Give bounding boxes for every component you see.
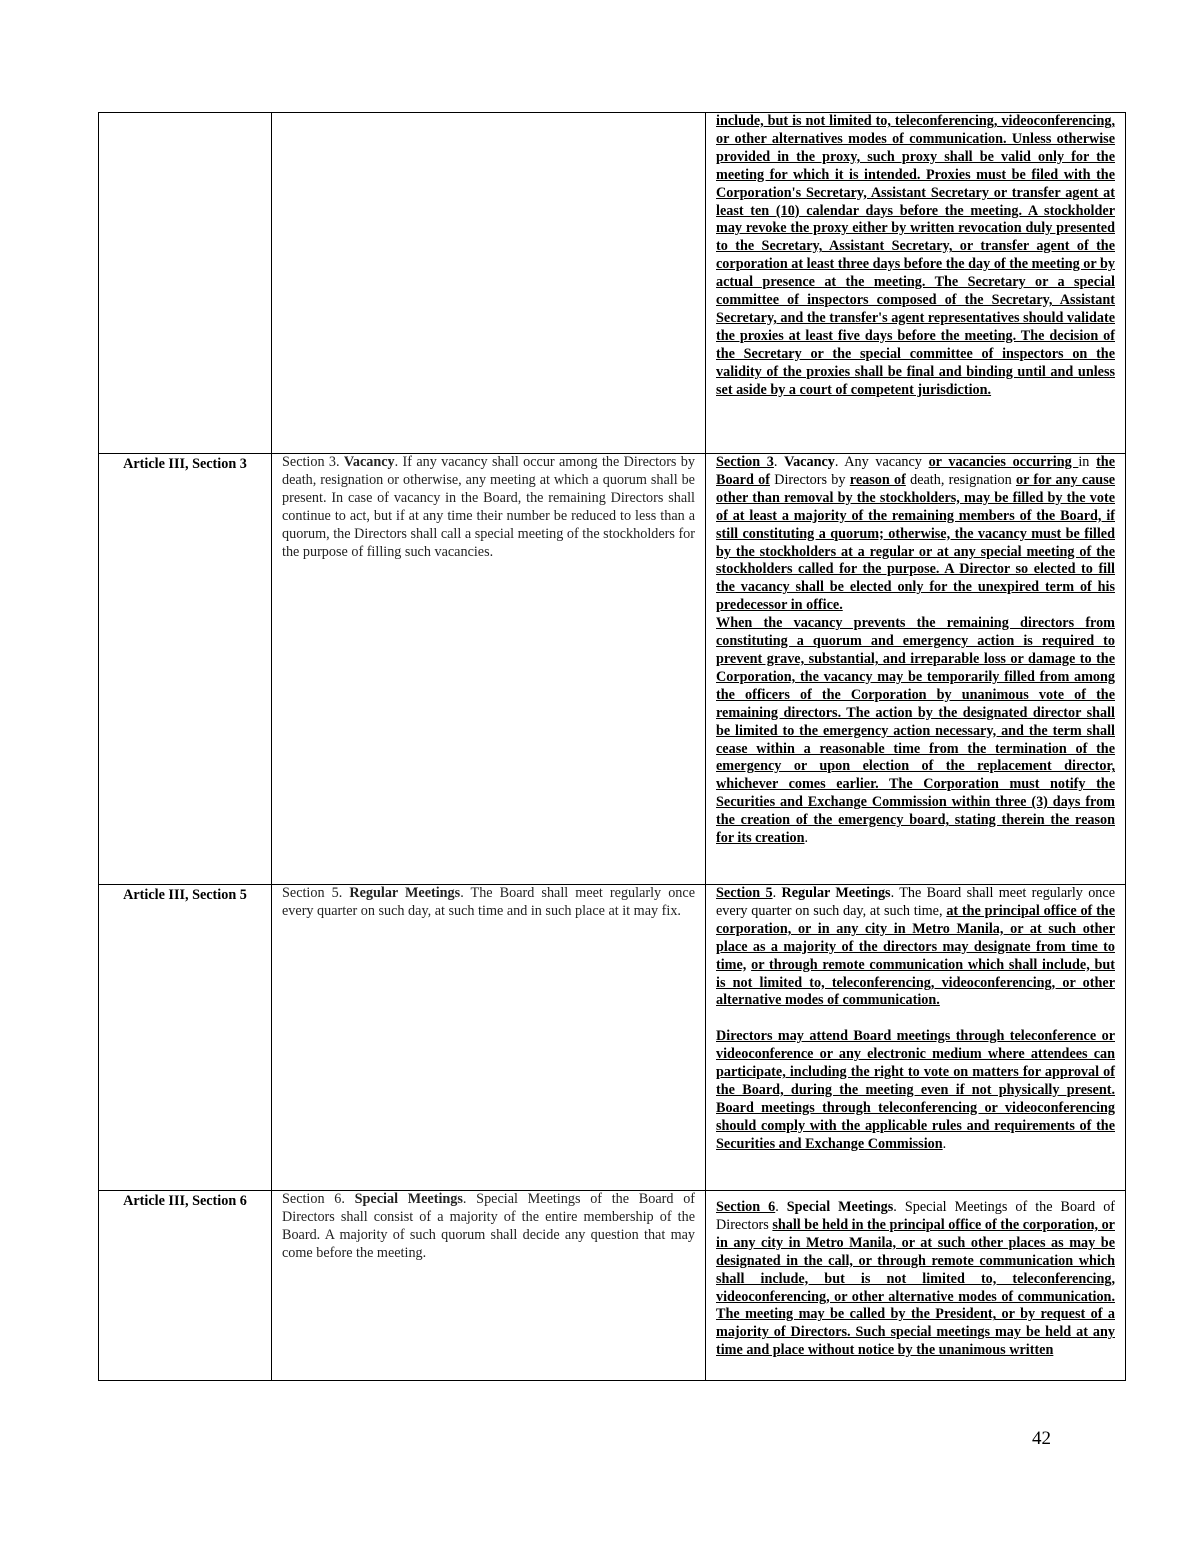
amended-paragraph bbox=[716, 615, 1115, 848]
original-body: . Special Meetings of the Board of Directors shall consist of a majority of the entire membership of the Board. A majority of such quorum shall decide any question that may come before the meeting. bbox=[282, 1191, 696, 1261]
amended-text: Section 3 bbox=[716, 454, 774, 470]
original-body: . The Board shall meet regularly once every quarter on such day, at such time and in such place at it may fix. bbox=[282, 885, 695, 919]
amended-text: or vacancies occurring bbox=[928, 454, 1079, 470]
original-cell bbox=[272, 113, 706, 454]
amended-text: Directors may attend Board meetings through teleconference or videoconference or any electronic medium where attendees can participate, including the right to vote on matters for approval of the Board, during the meeting even if not physically present. Board meetings through teleconferencing or videoconferencing should comply with the applicable rules and requirements of the Securities and Exchange Commission bbox=[716, 1028, 1115, 1152]
amended-cell bbox=[706, 113, 1126, 454]
article-cell: Article III, Section 5 bbox=[99, 885, 272, 1191]
amended-text: . bbox=[942, 1135, 947, 1152]
amended-text: . bbox=[804, 830, 809, 847]
amended-text: include, but is not limited to, teleconferencing, videoconferencing, or other alternatives modes of communication. Unless otherwise provided in the proxy, such proxy shall be valid only for the meeting for which it is intended. Proxies must be filed with the Corporation's Secretary, Assistant Secretary or transfer agent at least ten (10) calendar days before the meeting. A stockholder may revoke the proxy either by written revocation duly presented to the Secretary, Assistant Secretary, or transfer agent of the corporation at least three days before the day of the meeting or by actual presence at the meeting. The Secretary or a special committee of inspectors composed of the Secretary, Assistant Secretary, and the transfer's agent representatives should validate the proxies at least five days before the meeting. The decision of the Secretary or the special committee of inspectors on the validity of the proxies shall be final and binding until and unless set aside by a court of competent jurisdiction. bbox=[716, 113, 1115, 398]
amended-text: . bbox=[772, 885, 782, 901]
article-cell bbox=[99, 113, 272, 454]
amended-title: Special Meetings bbox=[786, 1199, 894, 1215]
paragraph-gap bbox=[716, 1010, 1115, 1028]
original-prefix: Section 6. bbox=[282, 1191, 355, 1207]
amended-text: the Board of bbox=[716, 454, 1115, 488]
amended-cell bbox=[706, 1191, 1126, 1381]
original-cell bbox=[272, 454, 706, 885]
table-row bbox=[99, 885, 1126, 1191]
amended-text: at the principal office of the corporation, or in any city in Metro Manila, or at such other place as a majority of the directors may designate from time to time, bbox=[716, 902, 1115, 973]
page-number: 42 bbox=[1032, 1428, 1051, 1449]
amended-text: . The Board shall meet regularly once every quarter on such day, at such time, bbox=[716, 885, 1115, 919]
amended-text: . Special Meetings of the Board of Directors bbox=[716, 1199, 1116, 1233]
article-cell: Article III, Section 6 bbox=[99, 1191, 272, 1381]
amended-paragraph bbox=[716, 454, 1115, 615]
amended-paragraph bbox=[716, 1199, 1115, 1360]
amended-text: . bbox=[773, 454, 785, 470]
amended-text: or for any cause other than removal by the stockholders, may be filled by the vote of at least a majority of the remaining members of the Board, if still constituting a quorum; otherwise, the vacancy must be filled by the stockholders at a regular or at any special meeting of the stockholders called for the purpose. A Director so elected to fill the vacancy shall be elected only for the unexpired term of his predecessor in office. bbox=[716, 471, 1116, 614]
original-prefix: Section 5. bbox=[282, 885, 350, 901]
amended-cell bbox=[706, 454, 1126, 885]
table-row bbox=[99, 1191, 1126, 1381]
original-title: Special Meetings bbox=[354, 1191, 463, 1207]
amended-text: When the vacancy prevents the remaining directors from constituting a quorum and emergency action is required to prevent grave, substantial, and irreparable loss or damage to the Corporation, the vacancy may be temporarily filled from among the officers of the Corporation by unanimous vote of the remaining directors. The action by the designated director shall be limited to the emergency action necessary, and the term shall cease within a reasonable time from the termination of the emergency or upon election of the replacement director, whichever comes earlier. The Corporation must notify the Securities and Exchange Commission within three (3) days from the creation of the emergency board, stating therein the reason for its creation bbox=[716, 615, 1115, 847]
amended-text: or through remote communication which shall include, but is not limited to, teleconferencing, videoconferencing, or other alternative modes of communication. bbox=[716, 956, 1115, 1009]
article-cell: Article III, Section 3 bbox=[99, 454, 272, 885]
amended-text: . Any vacancy bbox=[834, 454, 929, 470]
amended-paragraph bbox=[716, 885, 1115, 1010]
original-title: Regular Meetings bbox=[349, 885, 461, 901]
amended-text: Directors by bbox=[769, 471, 850, 488]
original-title: Vacancy bbox=[343, 454, 395, 470]
amended-text: death, resignation bbox=[905, 471, 1016, 488]
table-row bbox=[99, 454, 1126, 885]
original-prefix: Section 3. bbox=[282, 454, 344, 470]
amended-text: shall be held in the principal office of the corporation, or in any city in Metro Manila, or at such other places as may be designated in the call, or through remote communication which shall include, but is not limited to, teleconferencing, videoconferencing, or other alternative modes of communication. The meeting may be called by the President, or by request of a majority of Directors. Such special meetings may be held at any time and place without notice by the unanimous written bbox=[716, 1216, 1115, 1359]
table-row bbox=[99, 113, 1126, 454]
amended-text: Section 6 bbox=[716, 1199, 776, 1215]
amended-text: . bbox=[775, 1199, 787, 1215]
amended-title: Vacancy bbox=[784, 454, 835, 470]
amended-title: Regular Meetings bbox=[781, 885, 891, 901]
original-cell bbox=[272, 1191, 706, 1381]
original-cell bbox=[272, 885, 706, 1191]
original-body: . If any vacancy shall occur among the Directors by death, resignation or otherwise, any meeting at which a quorum shall be present. In case of vacancy in the Board, the remaining Directors shall continue to act, but if at any time their number be reduced to less than a quorum, the Directors shall call a special meeting of the stockholders for the purpose of filling such vacancies. bbox=[282, 454, 695, 560]
amended-cell bbox=[706, 885, 1126, 1191]
amended-text: Section 5 bbox=[716, 885, 773, 901]
amended-text: in bbox=[1078, 454, 1097, 470]
amended-paragraph bbox=[716, 1028, 1115, 1153]
amendment-table bbox=[98, 112, 1126, 1381]
amended-text: reason of bbox=[849, 471, 906, 488]
